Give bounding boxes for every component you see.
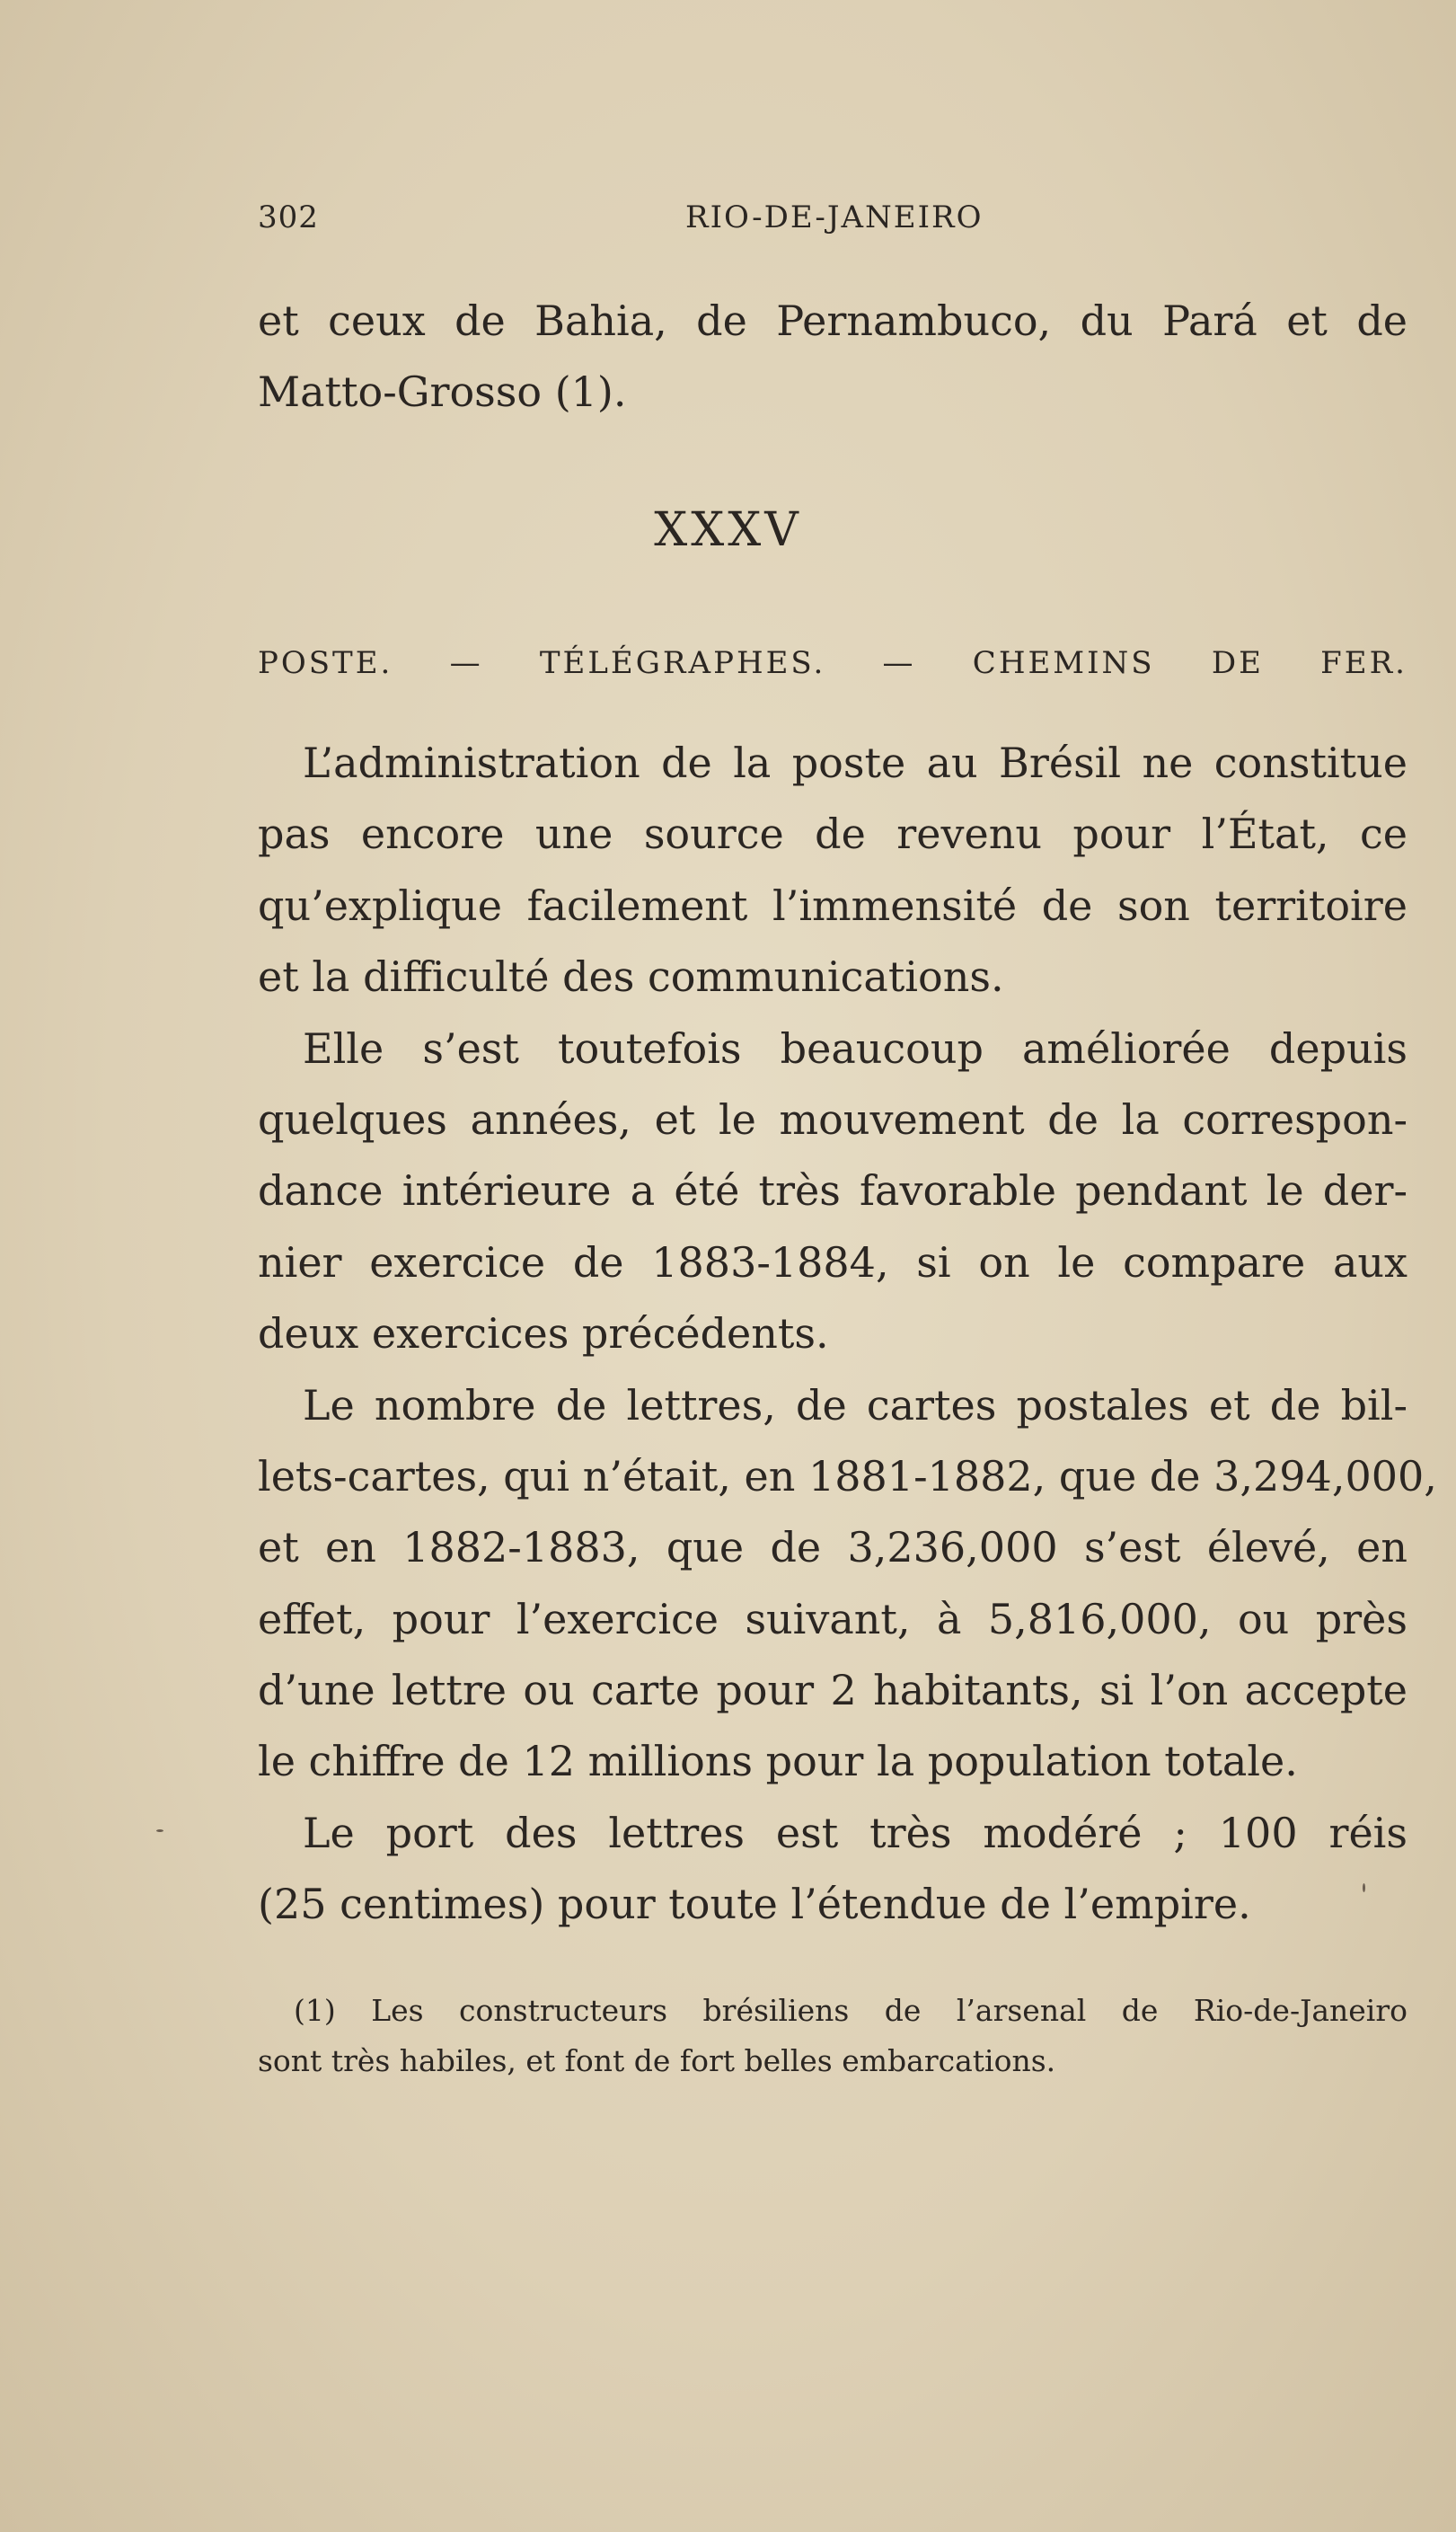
text-line: Matto-Grosso (1).	[258, 367, 627, 416]
text-line: et la difficulté des communications.	[258, 952, 1004, 1002]
text-line: lets-cartes, qui n’était, en 1881-1882, que de 3,294,000,	[258, 1451, 1437, 1501]
chapter-number: XXXV	[654, 503, 802, 557]
text-line: dance intérieure a été très favorable pendant le der-	[258, 1166, 1407, 1216]
text-line: et ceux de Bahia, de Pernambuco, du Pará et de	[258, 297, 1407, 345]
intro-paragraph	[258, 286, 1407, 428]
text-line: (25 centimes) pour toute l’étendue de l’empire.	[258, 1880, 1251, 1929]
footnote-line: sont très habiles, et font de fort belles embarcations.	[258, 2043, 1056, 2078]
text-line: Le nombre de lettres, de cartes postales et de bil-	[303, 1380, 1407, 1430]
text-line: deux exercices précédents.	[258, 1309, 829, 1359]
footnote	[258, 1986, 1407, 2086]
page-number: 302	[258, 199, 319, 235]
text-line: quelques années, et le mouvement de la correspon-	[258, 1094, 1407, 1144]
chapter-subtitle: POSTE. — TÉLÉGRAPHES. — CHEMINS DE FER.	[258, 645, 1407, 681]
text-line: et en 1882-1883, que de 3,236,000 s’est élevé, en	[258, 1523, 1407, 1572]
text-line: Elle s’est toutefois beaucoup améliorée depuis	[303, 1023, 1407, 1073]
text-line: L’administration de la poste au Brésil ne constitue	[303, 739, 1407, 787]
ink-speck	[156, 1829, 163, 1832]
text-line: Le port des lettres est très modéré ; 100 réis	[303, 1808, 1407, 1857]
text-line: nier exercice de 1883-1884, si on le compare aux	[258, 1237, 1407, 1287]
footnote-line: (1) Les constructeurs brésiliens de l’arsenal de Rio-de-Janeiro	[294, 1993, 1407, 2028]
text-line: effet, pour l’exercice suivant, à 5,816,000, ou près	[258, 1594, 1407, 1643]
main-text	[258, 728, 1437, 1941]
text-line: d’une lettre ou carte pour 2 habitants, si l’on accepte	[258, 1666, 1407, 1715]
text-line: pas encore une source de revenu pour l’État, ce	[258, 810, 1407, 859]
running-title: RIO-DE-JANEIRO	[685, 199, 984, 235]
page-header	[258, 199, 1407, 244]
ink-speck	[1363, 1883, 1365, 1892]
text-line: le chiffre de 12 millions pour la population totale.	[258, 1737, 1298, 1786]
text-line: qu’explique facilement l’immensité de son territoire	[258, 881, 1407, 930]
